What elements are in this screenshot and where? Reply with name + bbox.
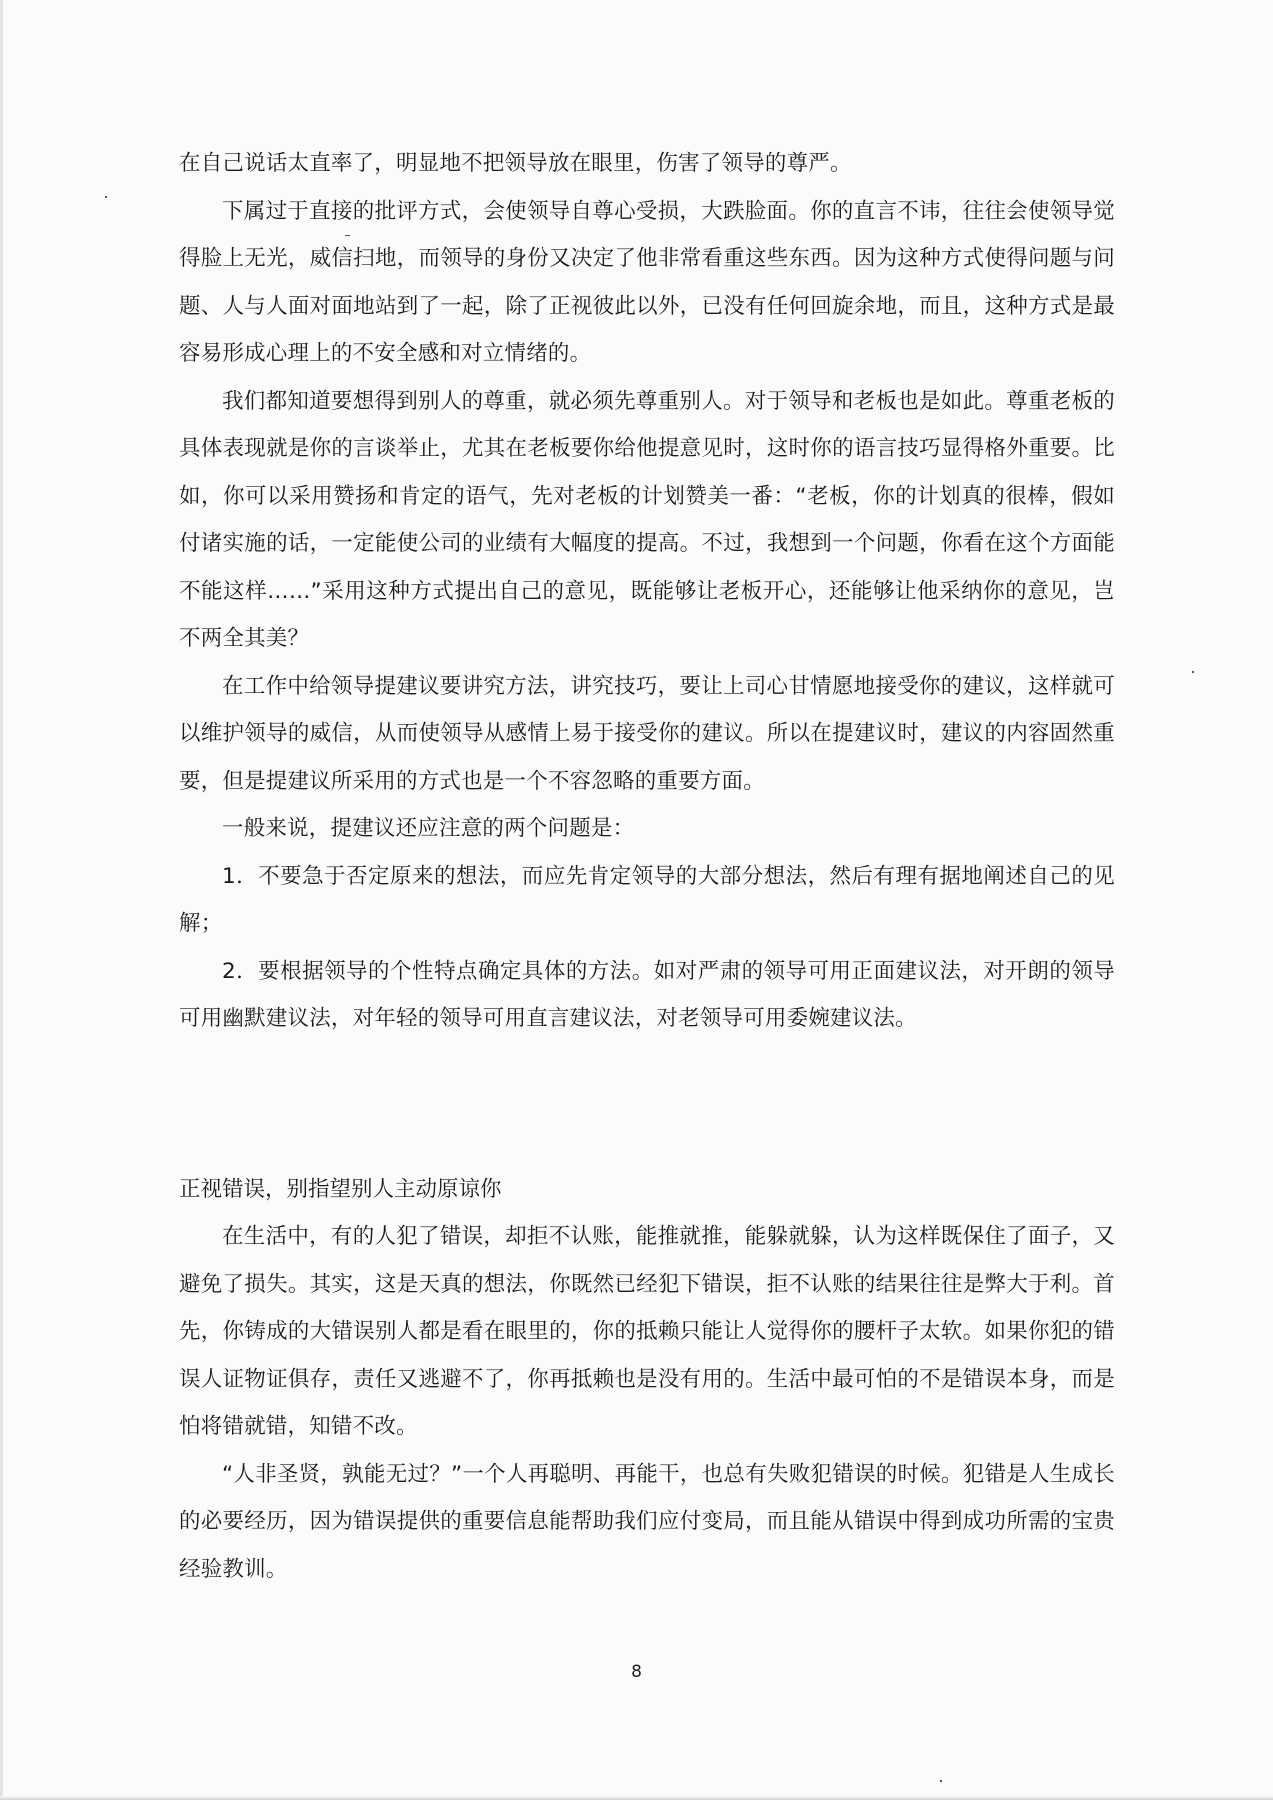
scan-speck [345, 235, 350, 236]
paragraph-continued: 在自己说话太直率了，明显地不把领导放在眼里，伤害了领导的尊严。 [179, 151, 852, 176]
paragraph: 在生活中，有的人犯了错误，却拒不认账，能推就推，能躲就躲，认为这样既保住了面子，又避免了损失。其实，这是天真的想法，你既然已经犯下错误，拒不认账的结果往往是弊大于利。首先，你铸成的大错误别人都是看在眼里的，你的抵赖只能让人觉得你的腰杆子太软。如果你犯的错误人证物证俱存，责任又逃避不了，你再抵赖也是没有用的。生活中最可怕的不是错误本身，而是怕将错就错，知错不改。 [179, 1224, 1115, 1439]
section-gap [179, 1043, 1115, 1166]
list-item: 2．要根据领导的个性特点确定具体的方法。如对严肃的领导可用正面建议法，对开朗的领导可用幽默建议法，对年轻的领导可用直言建议法，对老领导可用委婉建议法。 [179, 958, 1115, 1031]
paragraph: 我们都知道要想得到别人的尊重，就必须先尊重别人。对于领导和老板也是如此。尊重老板的具体表现就是你的言谈举止，尤其在老板要你给他提意见时，这时你的语言技巧显得格外重要。比如，你可以采用赞扬和肯定的语气，先对老板的计划赞美一番：“老板，你的计划真的很棒，假如付诸实施的话，一定能使公司的业绩有大幅度的提高。不过，我想到一个问题，你看在这个方面能不能这样……”采用这种方式提出自己的意见，既能够让老板开心，还能够让他采纳你的意见，岂不两全其美？ [179, 388, 1115, 651]
paragraph: 下属过于直接的批评方式，会使领导自尊心受损，大跌脸面。你的直言不讳，往往会使领导觉得脸上无光，威信扫地，而领导的身份又决定了他非常看重这些东西。因为这种方式使得问题与问题、人与人面对面地站到了一起，除了正视彼此以外，已没有任何回旋余地，而且，这种方式是最容易形成心理上的不安全感和对立情绪的。 [179, 198, 1115, 366]
paragraph: “人非圣贤，孰能无过？”一个人再聪明、再能干，也总有失败犯错误的时候。犯错是人生成长的必要经历，因为错误提供的重要信息能帮助我们应付变局，而且能从错误中得到成功所需的宝贵经验教训。 [179, 1461, 1115, 1582]
scan-speck [105, 196, 107, 198]
page-number: 8 [631, 1662, 642, 1682]
scan-speck [1192, 671, 1194, 673]
page-body [179, 140, 1115, 1593]
scan-bottom-edge [0, 1796, 1273, 1800]
paragraph: 在工作中给领导提建议要讲究方法，讲究技巧，要让上司心甘情愿地接受你的建议，这样就可以维护领导的威信，从而使领导从感情上易于接受你的建议。所以在提建议时，建议的内容固然重要，但是提建议所采用的方式也是一个不容忽略的重要方面。 [179, 673, 1115, 794]
scan-left-edge [0, 0, 3, 1800]
paragraph: 一般来说，提建议还应注意的两个问题是： [222, 816, 635, 841]
list-item: 1．不要急于否定原来的想法，而应先肯定领导的大部分想法，然后有理有据地阐述自己的见解； [179, 863, 1115, 936]
section-heading: 正视错误，别指望别人主动原谅你 [179, 1176, 502, 1202]
scan-speck [940, 1780, 942, 1782]
